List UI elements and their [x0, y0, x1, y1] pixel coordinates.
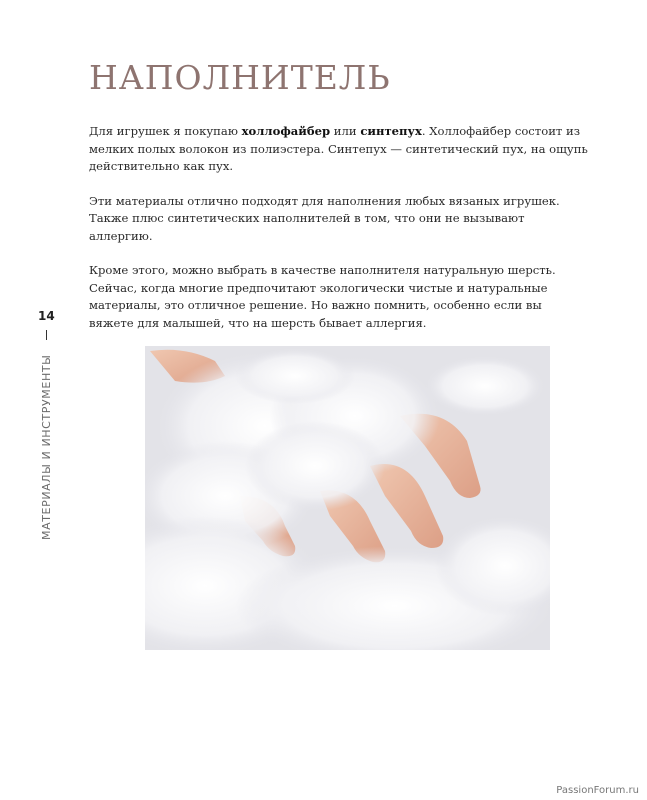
text-run: Кроме этого, можно выбрать в качестве наполнителя натуральную шерсть. Сейчас, когда многие предпочитают экологически чистые и натуральные материалы, это отличное решение. Но важно помнить, особенно если вы вяжете для малышей, что на шерсть бывает аллергия.	[89, 263, 556, 330]
page-title: НАПОЛНИТЕЛЬ	[89, 58, 391, 97]
bold-term: синтепух	[360, 124, 422, 138]
paragraph-3	[89, 262, 589, 332]
text-run: Для игрушек я покупаю	[89, 124, 242, 138]
page-number-rule	[46, 330, 47, 340]
page-number: 14	[38, 309, 55, 323]
watermark: PassionForum.ru	[556, 785, 639, 796]
bold-term: холлофайбер	[241, 124, 331, 138]
hand-with-filler-illustration	[145, 346, 550, 650]
section-label: МАТЕРИАЛЫ И ИНСТРУМЕНТЫ	[40, 354, 53, 540]
body-text	[89, 123, 589, 349]
text-run: или	[330, 124, 361, 138]
text-run: Эти материалы отлично подходят для наполнения любых вязаных игрушек. Также плюс синтетических наполнителей в том, что они не вызывают аллергию.	[89, 193, 560, 243]
paragraph-2	[89, 193, 589, 246]
filler-photo	[145, 346, 550, 650]
text-run: . Холлофайбер состоит из мелких полых волокон из полиэстера. Синтепух — синтетический пух, на ощупь действительно как пух.	[89, 124, 588, 173]
paragraph-1	[89, 123, 589, 176]
